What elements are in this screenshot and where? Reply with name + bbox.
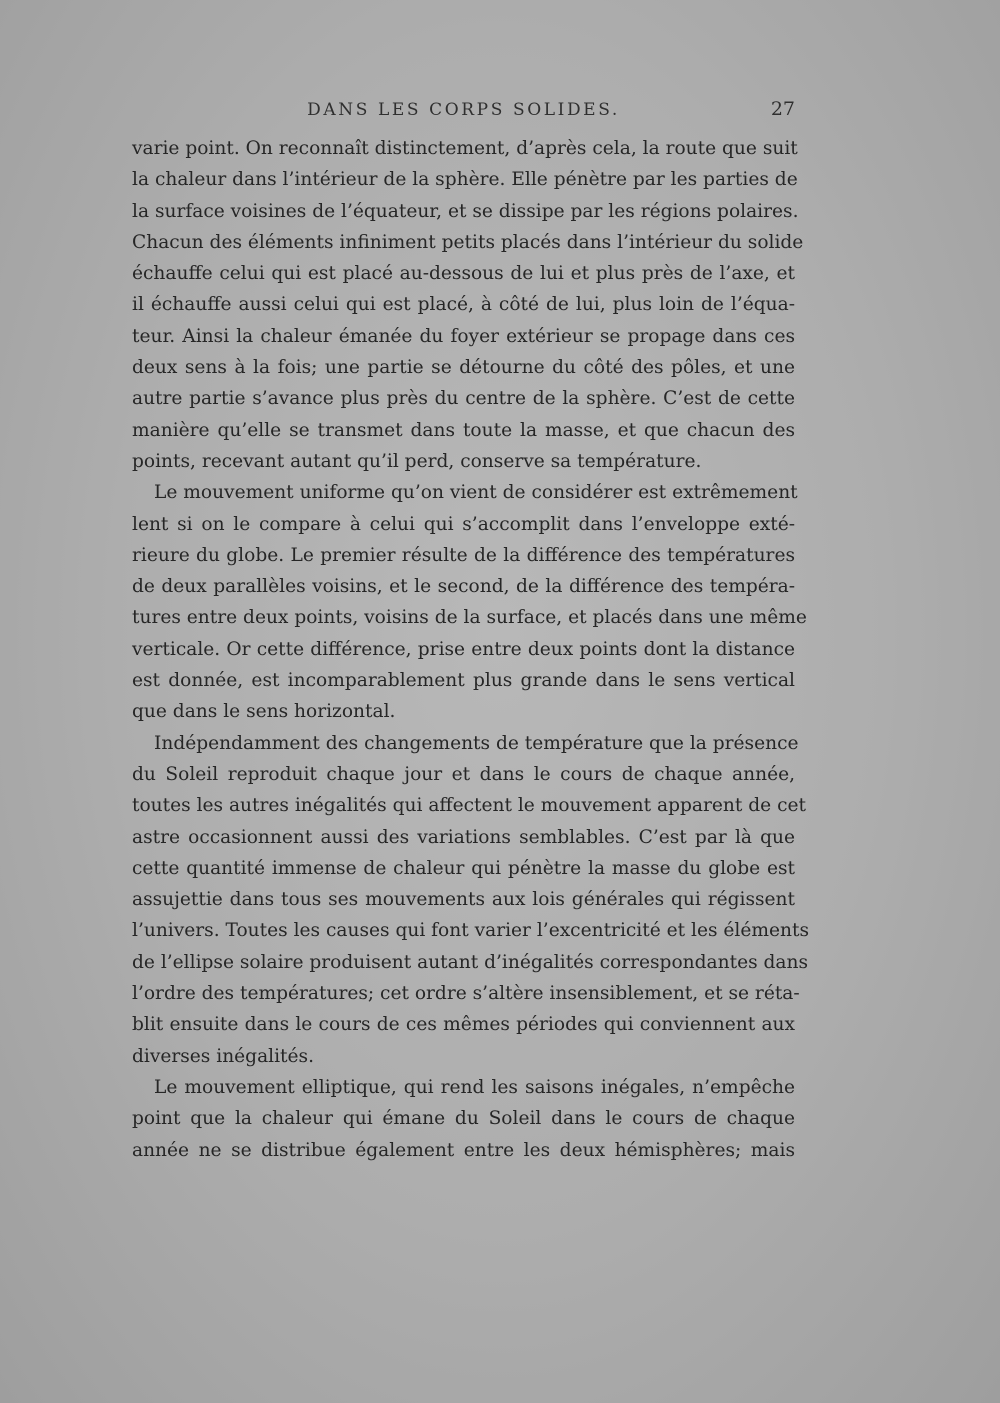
text-line: astre occasionnent aussi des variations semblables. C’est par là que [132,826,795,848]
text-line: il échauffe aussi celui qui est placé, à côté de lui, plus loin de l’équa- [132,294,795,316]
running-title: DANS LES CORPS SOLIDES. [307,100,620,120]
text-line: teur. Ainsi la chaleur émanée du foyer extérieur se propage dans ces [132,325,795,347]
text-line: l’ordre des températures; cet ordre s’altère insensiblement, et se réta- [132,983,800,1005]
text-line: la surface voisines de l’équateur, et se dissipe par les régions polaires. [132,200,799,222]
text-line: manière qu’elle se transmet dans toute la masse, et que chacun des [132,419,795,441]
text-line: Chacun des éléments infiniment petits placés dans l’intérieur du solide [132,231,804,253]
text-line: point que la chaleur qui émane du Soleil dans le cours de chaque [132,1108,795,1130]
text-line: varie point. On reconnaît distinctement, d’après cela, la route que suit [132,138,798,159]
text-line: cette quantité immense de chaleur qui pénètre la masse du globe est [132,857,795,879]
page-number: 27 [770,98,795,120]
text-line: que dans le sens horizontal. [132,701,396,723]
text-line: diverses inégalités. [132,1045,314,1067]
body-text [132,133,810,1166]
text-line: Le mouvement uniforme qu’on vient de considérer est extrêmement [154,482,798,504]
text-line: deux sens à la fois; une partie se détourne du côté des pôles, et une [132,357,795,379]
text-line: la chaleur dans l’intérieur de la sphère. Elle pénètre par les parties de [132,169,798,191]
text-line: verticale. Or cette différence, prise entre deux points dont la distance [132,638,795,660]
text-line: blit ensuite dans le cours de ces mêmes périodes qui conviennent aux [132,1014,795,1036]
text-line: Indépendamment des changements de température que la présence [154,732,799,754]
text-line: Le mouvement elliptique, qui rend les saisons inégales, n’empêche [154,1076,795,1098]
text-line: toutes les autres inégalités qui affectent le mouvement apparent de cet [132,795,806,817]
text-line: tures entre deux points, voisins de la surface, et placés dans une même [132,607,807,629]
text-line: est donnée, est incomparablement plus grande dans le sens vertical [132,670,795,692]
text-line: année ne se distribue également entre les deux hémisphères; mais [132,1139,795,1161]
text-line: autre partie s’avance plus près du centre de la sphère. C’est de cette [132,388,795,410]
running-head [132,98,795,128]
text-line: points, recevant autant qu’il perd, conserve sa température. [132,450,702,472]
text-line: de l’ellipse solaire produisent autant d’inégalités correspondantes dans [132,951,809,973]
text-line: de deux parallèles voisins, et le second, de la différence des tempéra- [132,576,795,598]
text-line: rieure du globe. Le premier résulte de la différence des températures [132,544,795,566]
text-line: échauffe celui qui est placé au-dessous de lui et plus près de l’axe, et [132,263,795,285]
text-line: du Soleil reproduit chaque jour et dans le cours de chaque année, [132,763,795,785]
text-line: assujettie dans tous ses mouvements aux lois générales qui régissent [132,889,795,911]
text-line: l’univers. Toutes les causes qui font varier l’excentricité et les éléments [132,920,810,942]
text-line: lent si on le compare à celui qui s’accomplit dans l’enveloppe exté- [132,513,795,535]
